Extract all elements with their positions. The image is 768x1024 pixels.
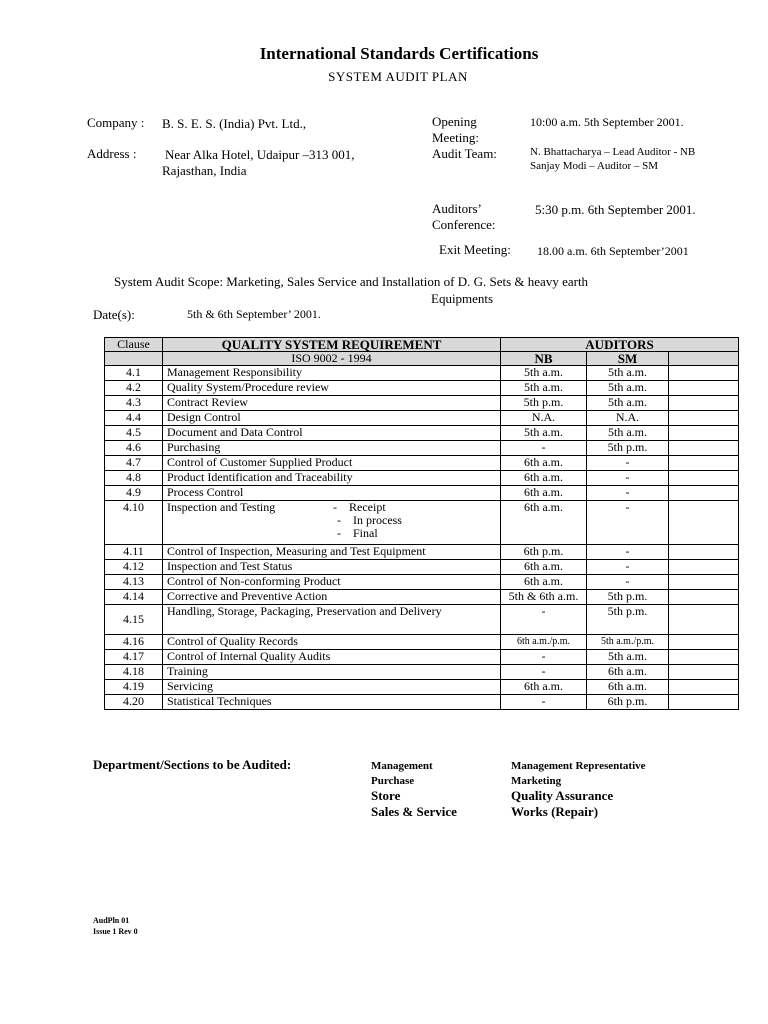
- clause-cell: 4.9: [105, 486, 163, 501]
- sm-cell: 5th a.m./p.m.: [587, 635, 669, 650]
- inspection-subitem: - Final: [337, 526, 378, 540]
- requirement-cell: Management Responsibility: [163, 366, 501, 381]
- document-subtitle: SYSTEM AUDIT PLAN: [328, 69, 468, 84]
- clause-cell: 4.1: [105, 366, 163, 381]
- audit-team-label: Audit Team:: [432, 146, 497, 161]
- sm-cell: -: [587, 471, 669, 486]
- clause-cell: 4.15: [105, 605, 163, 635]
- sm-cell: 5th p.m.: [587, 590, 669, 605]
- exit-meeting-label: Exit Meeting:: [439, 242, 511, 257]
- extra-cell: [669, 545, 739, 560]
- sm-cell: -: [587, 456, 669, 471]
- table-row: [105, 605, 739, 635]
- extra-cell: [669, 605, 739, 635]
- extra-cell: [669, 366, 739, 381]
- table-row: [105, 486, 739, 501]
- footer-doc-code: AudPln 01: [93, 916, 130, 925]
- table-row: [105, 545, 739, 560]
- company-label: Company :: [87, 115, 145, 130]
- table-row: [105, 366, 739, 381]
- clause-cell: 4.18: [105, 665, 163, 680]
- auditors-conference-value: 5:30 p.m. 6th September 2001.: [535, 202, 696, 217]
- requirement-cell: Inspection and Test Status: [163, 560, 501, 575]
- clause-cell: 4.16: [105, 635, 163, 650]
- nb-cell: 5th p.m.: [501, 396, 587, 411]
- nb-cell: -: [501, 605, 587, 635]
- requirement-cell: Inspection and Testing - Receipt - In process - Final: [163, 501, 501, 545]
- requirement-header: QUALITY SYSTEM REQUIREMENT: [163, 338, 501, 352]
- sm-cell: 5th a.m.: [587, 650, 669, 665]
- dates-value: 5th & 6th September’ 2001.: [187, 307, 321, 321]
- clause-cell: 4.19: [105, 680, 163, 695]
- extra-cell: [669, 426, 739, 441]
- table-row: [105, 426, 739, 441]
- table-row: [105, 471, 739, 486]
- audit-team-member: N. Bhattacharya – Lead Auditor - NB: [530, 146, 696, 158]
- sm-cell: -: [587, 486, 669, 501]
- nb-cell: 6th a.m.: [501, 560, 587, 575]
- nb-header: NB: [501, 352, 587, 366]
- table-row: [105, 680, 739, 695]
- clause-cell: 4.20: [105, 695, 163, 710]
- nb-cell: 6th a.m.: [501, 486, 587, 501]
- requirement-cell: Control of Internal Quality Audits: [163, 650, 501, 665]
- extra-cell: [669, 560, 739, 575]
- table-row: [105, 396, 739, 411]
- extra-cell: [669, 695, 739, 710]
- document-title: International Standards Certifications: [259, 44, 539, 63]
- clause-cell: 4.2: [105, 381, 163, 396]
- department-item: Purchase: [371, 775, 415, 787]
- nb-cell: 6th a.m.: [501, 471, 587, 486]
- clause-cell: 4.14: [105, 590, 163, 605]
- department-item: Store: [371, 788, 401, 803]
- clause-cell: 4.12: [105, 560, 163, 575]
- extra-cell: [669, 441, 739, 456]
- department-item: Quality Assurance: [511, 788, 614, 803]
- sm-cell: 5th a.m.: [587, 366, 669, 381]
- requirement-cell: Control of Customer Supplied Product: [163, 456, 501, 471]
- sm-cell: -: [587, 545, 669, 560]
- audit-scope-line2: Equipments: [431, 291, 494, 306]
- clause-cell: 4.5: [105, 426, 163, 441]
- extra-cell: [669, 501, 739, 545]
- nb-cell: -: [501, 650, 587, 665]
- requirement-cell: Corrective and Preventive Action: [163, 590, 501, 605]
- sm-cell: -: [587, 560, 669, 575]
- sm-cell: 5th p.m.: [587, 605, 669, 635]
- extra-cell: [669, 381, 739, 396]
- dates-label: Date(s):: [93, 307, 135, 322]
- sm-cell: 5th a.m.: [587, 381, 669, 396]
- address-line1: Near Alka Hotel, Udaipur –313 001,: [165, 147, 355, 162]
- table-row: [105, 650, 739, 665]
- clause-cell: 4.13: [105, 575, 163, 590]
- extra-cell: [669, 680, 739, 695]
- department-item: Works (Repair): [511, 804, 599, 819]
- extra-cell: [669, 665, 739, 680]
- address-label: Address :: [87, 146, 137, 161]
- department-item: Management: [371, 760, 433, 772]
- table-row: [105, 441, 739, 456]
- sm-cell: 6th p.m.: [587, 695, 669, 710]
- nb-cell: -: [501, 665, 587, 680]
- opening-meeting-label: Opening Meeting:: [432, 114, 479, 145]
- inspection-subitem: - Receipt: [333, 500, 386, 514]
- table-row: [105, 575, 739, 590]
- extra-cell: [669, 456, 739, 471]
- table-row: [105, 695, 739, 710]
- requirement-cell: Control of Inspection, Measuring and Test Equipment: [163, 545, 501, 560]
- departments-label: Department/Sections to be Audited:: [93, 757, 292, 772]
- clause-header: Clause: [105, 338, 163, 352]
- nb-cell: 6th a.m.: [501, 456, 587, 471]
- requirement-cell: Handling, Storage, Packaging, Preservation and Delivery: [163, 605, 501, 635]
- table-row: [105, 456, 739, 471]
- audit-plan-table: [104, 337, 739, 710]
- table-row: [105, 411, 739, 426]
- sm-header: SM: [587, 352, 669, 366]
- extra-cell: [669, 650, 739, 665]
- sm-cell: 5th a.m.: [587, 426, 669, 441]
- audit-table-body: [105, 366, 739, 710]
- extra-cell: [669, 411, 739, 426]
- sm-cell: 5th p.m.: [587, 441, 669, 456]
- requirement-cell: Purchasing: [163, 441, 501, 456]
- requirement-cell: Document and Data Control: [163, 426, 501, 441]
- nb-cell: 6th a.m.: [501, 575, 587, 590]
- table-row: [105, 665, 739, 680]
- inspection-subitem: - In process: [337, 513, 402, 527]
- nb-cell: 6th p.m.: [501, 545, 587, 560]
- company-value: B. S. E. S. (India) Pvt. Ltd.,: [162, 116, 307, 131]
- clause-header-blank: [105, 352, 163, 366]
- audit-team-member: Sanjay Modi – Auditor – SM: [530, 160, 659, 172]
- extra-cell: [669, 471, 739, 486]
- sm-cell: 6th a.m.: [587, 665, 669, 680]
- table-row: [105, 501, 739, 545]
- requirement-cell: Training: [163, 665, 501, 680]
- nb-cell: -: [501, 695, 587, 710]
- extra-header-blank: [669, 352, 739, 366]
- sm-cell: -: [587, 501, 669, 545]
- clause-cell: 4.7: [105, 456, 163, 471]
- auditors-header: AUDITORS: [501, 338, 739, 352]
- exit-meeting-value: 18.00 a.m. 6th September’2001: [537, 244, 689, 258]
- nb-cell: 5th a.m.: [501, 366, 587, 381]
- clause-cell: 4.4: [105, 411, 163, 426]
- footer-issue: Issue 1 Rev 0: [93, 927, 138, 936]
- nb-cell: 6th a.m.: [501, 501, 587, 545]
- table-row: [105, 635, 739, 650]
- sm-cell: -: [587, 575, 669, 590]
- clause-cell: 4.6: [105, 441, 163, 456]
- address-line2: Rajasthan, India: [162, 163, 247, 178]
- sm-cell: N.A.: [587, 411, 669, 426]
- clause-cell: 4.17: [105, 650, 163, 665]
- requirement-subheader: ISO 9002 - 1994: [163, 352, 501, 366]
- table-row: [105, 381, 739, 396]
- extra-cell: [669, 590, 739, 605]
- nb-cell: 5th a.m.: [501, 381, 587, 396]
- department-item: Marketing: [511, 775, 562, 787]
- audit-scope-line1: System Audit Scope: Marketing, Sales Service and Installation of D. G. Sets & heavy earth: [114, 274, 589, 289]
- auditors-conference-label: Auditors’ Conference:: [432, 201, 496, 232]
- opening-meeting-value: 10:00 a.m. 5th September 2001.: [530, 115, 684, 129]
- clause-cell: 4.10: [105, 501, 163, 545]
- requirement-cell: Control of Non-conforming Product: [163, 575, 501, 590]
- nb-cell: N.A.: [501, 411, 587, 426]
- clause-cell: 4.3: [105, 396, 163, 411]
- sm-cell: 5th a.m.: [587, 396, 669, 411]
- department-item: Sales & Service: [371, 804, 457, 819]
- clause-cell: 4.8: [105, 471, 163, 486]
- nb-cell: 5th & 6th a.m.: [501, 590, 587, 605]
- requirement-cell: Product Identification and Traceability: [163, 471, 501, 486]
- requirement-cell: Control of Quality Records: [163, 635, 501, 650]
- extra-cell: [669, 486, 739, 501]
- requirement-cell: Statistical Techniques: [163, 695, 501, 710]
- nb-cell: 5th a.m.: [501, 426, 587, 441]
- requirement-cell: Design Control: [163, 411, 501, 426]
- requirement-cell: Servicing: [163, 680, 501, 695]
- table-row: [105, 560, 739, 575]
- department-item: Management Representative: [511, 760, 646, 772]
- nb-cell: 6th a.m./p.m.: [501, 635, 587, 650]
- clause-cell: 4.11: [105, 545, 163, 560]
- requirement-cell: Contract Review: [163, 396, 501, 411]
- table-row: [105, 590, 739, 605]
- extra-cell: [669, 635, 739, 650]
- extra-cell: [669, 575, 739, 590]
- nb-cell: -: [501, 441, 587, 456]
- extra-cell: [669, 396, 739, 411]
- requirement-cell: Process Control: [163, 486, 501, 501]
- sm-cell: 6th a.m.: [587, 680, 669, 695]
- nb-cell: 6th a.m.: [501, 680, 587, 695]
- audit-team-members: [530, 145, 695, 173]
- requirement-cell: Quality System/Procedure review: [163, 381, 501, 396]
